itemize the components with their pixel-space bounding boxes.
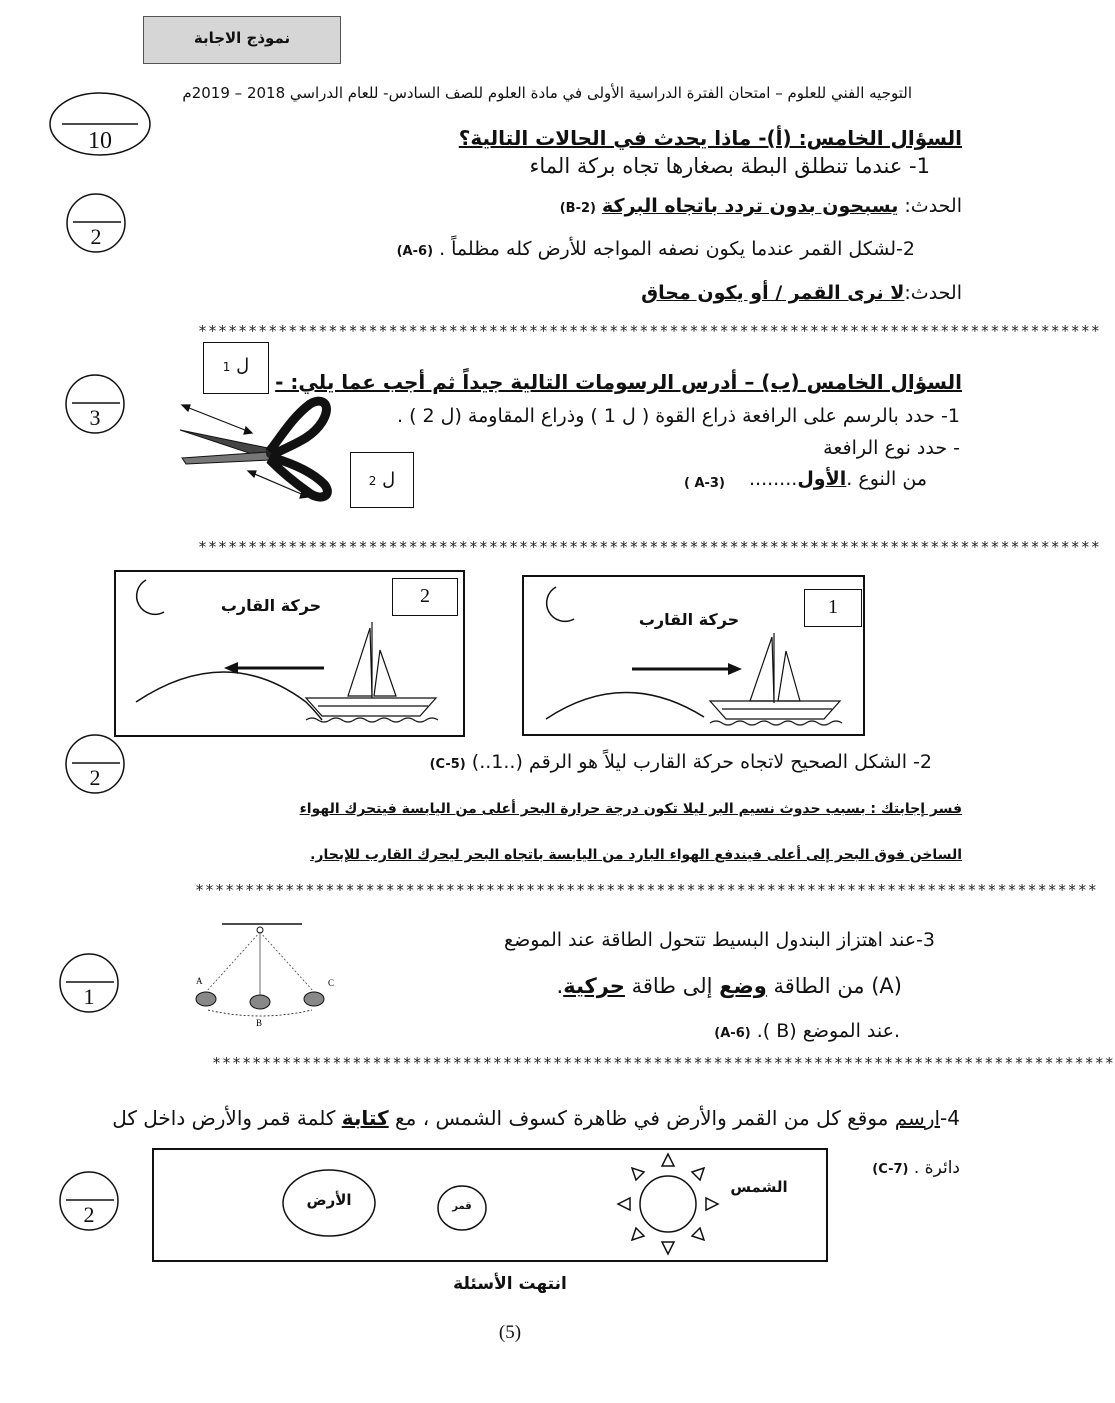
coast-curve bbox=[136, 672, 322, 720]
total-score-value: 10 bbox=[88, 128, 112, 154]
q5a-item1: 1- عندما تنطلق البطة بصغارها تجاه بركة الماء bbox=[529, 154, 930, 178]
eclipse-word: كتابة bbox=[341, 1106, 389, 1130]
boats-score: 2 bbox=[89, 765, 101, 790]
boats-question-line bbox=[380, 751, 932, 773]
l2-letter: ل bbox=[382, 469, 396, 490]
pendulum-word1: وضع bbox=[719, 974, 767, 998]
divider-4: ****************************************************************************************** bbox=[212, 1054, 1115, 1072]
divider-3: ****************************************************************************************** bbox=[195, 881, 1098, 899]
bob-b bbox=[250, 995, 270, 1009]
moon-label: قمر bbox=[452, 1201, 472, 1212]
sun-label: الشمس bbox=[730, 1178, 788, 1196]
total-score-oval bbox=[48, 91, 152, 157]
pendulum-word2: حركية bbox=[563, 974, 625, 998]
boat1-caption: حركة القارب bbox=[638, 610, 740, 629]
boats-score-circle bbox=[64, 733, 126, 795]
pendulum-end: . bbox=[556, 974, 564, 998]
boat1-number: 1 bbox=[828, 596, 838, 618]
eclipse-num: 4- bbox=[940, 1106, 960, 1130]
eclipse-score-circle bbox=[58, 1170, 120, 1232]
q5a-answer2-line bbox=[600, 282, 962, 304]
pendulum-score-circle bbox=[58, 952, 120, 1014]
boats-code: (C-5) bbox=[429, 757, 466, 772]
scissors-icon bbox=[180, 401, 327, 497]
event-label-2: الحدث: bbox=[904, 282, 962, 304]
bob-c bbox=[304, 992, 324, 1006]
type-answer: الأول bbox=[797, 468, 847, 490]
q5a-code2: (A-6) bbox=[396, 244, 434, 259]
lever-l2-box bbox=[350, 452, 414, 508]
q5b-item1b: - حدد نوع الرافعة bbox=[823, 437, 960, 459]
q5a-score-circle bbox=[65, 192, 127, 254]
sailboat-icon-1 bbox=[710, 633, 842, 725]
q5a-code1: (B-2) bbox=[559, 201, 596, 216]
q5a-answer1-line bbox=[540, 195, 962, 217]
page-number: (5) bbox=[498, 1322, 522, 1343]
pendulum-prefix: (A) من الطاقة bbox=[766, 974, 902, 998]
boats-explain-line1: فسر إجابتك : بسبب حدوث نسيم البر ليلا تكون درجة حرارة البحر أعلى من اليابسة فيتحرك الهواء bbox=[299, 801, 962, 817]
coast-curve-1 bbox=[546, 692, 704, 719]
pendulum-score: 1 bbox=[83, 984, 95, 1009]
boat2-number: 2 bbox=[420, 585, 430, 607]
earth-label: الأرض bbox=[306, 1191, 352, 1209]
end-of-questions: انتهت الأسئلة bbox=[453, 1274, 567, 1294]
q5b-score: 3 bbox=[89, 405, 101, 430]
divider-2: ****************************************************************************************** bbox=[198, 538, 1101, 556]
pendulum-diagram bbox=[190, 920, 350, 1030]
q5a-score: 2 bbox=[90, 224, 102, 249]
label-a: A bbox=[196, 976, 203, 986]
eclipse-mid: موقع كل من القمر والأرض في ظاهرة كسوف الشمس ، مع bbox=[388, 1106, 895, 1130]
eclipse-score: 2 bbox=[83, 1202, 95, 1227]
sailboat-icon bbox=[306, 622, 438, 722]
eclipse-code: (C-7) bbox=[872, 1162, 909, 1177]
boats-question: 2- الشكل الصحيح لاتجاه حركة القارب ليلاً هو الرقم (..1..) bbox=[471, 751, 932, 773]
lever-type-line bbox=[600, 468, 927, 490]
eclipse-box bbox=[152, 1148, 828, 1262]
q5b-code: ( A-3) bbox=[684, 476, 725, 491]
q5b-heading: السؤال الخامس (ب) – أدرس الرسومات التالية جيداً ثم أجب عما يلي: - bbox=[275, 370, 962, 394]
pendulum-mid: إلى طاقة bbox=[624, 974, 720, 998]
left-arrow-icon bbox=[224, 662, 324, 674]
exam-title: التوجيه الفني للعلوم – امتحان الفترة الدراسية الأولى في مادة العلوم للصف السادس- للعام الدراسي 2018 – 2019م bbox=[182, 84, 912, 102]
boat-figure-2 bbox=[114, 570, 465, 737]
q5a-answer2: لا نرى القمر / أو يكون محاق bbox=[641, 282, 905, 304]
model-answer-box bbox=[143, 16, 341, 64]
q5a-item2: 2-لشكل القمر عندما يكون نصفه المواجه للأرض كله مظلماً . bbox=[439, 238, 915, 260]
pendulum-question: 3-عند اهتزاز البندول البسيط تتحول الطاقة عند الموضع bbox=[503, 929, 935, 951]
q5a-item2-line bbox=[330, 238, 915, 260]
l1-letter: ل bbox=[236, 355, 250, 376]
pendulum-line3: .عند الموضع (B ). bbox=[756, 1020, 900, 1042]
eclipse-end: كلمة قمر والأرض داخل كل bbox=[112, 1106, 342, 1130]
eclipse-line2-text: دائرة . bbox=[913, 1158, 960, 1178]
boats-explain-line2: الساخن فوق البحر إلى أعلى فيندفع الهواء البارد من اليابسة باتجاه البحر ليحرك القارب للإبحار. bbox=[310, 847, 962, 863]
event-label: الحدث: bbox=[904, 195, 962, 217]
lever-l1-box bbox=[203, 342, 269, 394]
pendulum-code: (A-6) bbox=[714, 1026, 751, 1041]
q5b-item1: 1- حدد بالرسم على الرافعة ذراع القوة ( ل 1 ) وذراع المقاومة (ل 2 ) . bbox=[396, 405, 960, 427]
l1-sub: 1 bbox=[222, 360, 231, 374]
label-b: B bbox=[256, 1018, 263, 1028]
bob-a bbox=[196, 992, 216, 1006]
eclipse-question bbox=[95, 1106, 960, 1130]
eclipse-line2 bbox=[840, 1158, 960, 1178]
q5a-answer1: يسبحون بدون تردد باتجاه البركة bbox=[602, 195, 899, 217]
pendulum-line3-wrap bbox=[670, 1020, 900, 1042]
q5a-heading: السؤال الخامس: (أ)- ماذا يحدث في الحالات التالية؟ bbox=[458, 126, 962, 150]
type-prefix: من النوع . bbox=[846, 468, 927, 490]
l2-sub: 2 bbox=[368, 474, 377, 488]
model-answer-label: نموذج الاجابة bbox=[193, 29, 291, 47]
type-dots: ........ bbox=[748, 468, 798, 490]
crescent-moon-icon bbox=[137, 580, 164, 614]
crescent-moon-icon-1 bbox=[547, 587, 574, 621]
pendulum-line2 bbox=[530, 974, 902, 998]
boat2-caption: حركة القارب bbox=[220, 596, 322, 615]
boat-figure-1 bbox=[522, 575, 865, 736]
divider-1: ****************************************************************************************** bbox=[198, 322, 1101, 340]
q5b-score-circle bbox=[64, 373, 126, 435]
label-c: C bbox=[328, 978, 335, 988]
right-arrow-icon bbox=[632, 663, 742, 675]
eclipse-verb: ارسم bbox=[894, 1106, 941, 1130]
sun-icon bbox=[618, 1154, 718, 1254]
scissors-lever-diagram bbox=[172, 392, 342, 504]
